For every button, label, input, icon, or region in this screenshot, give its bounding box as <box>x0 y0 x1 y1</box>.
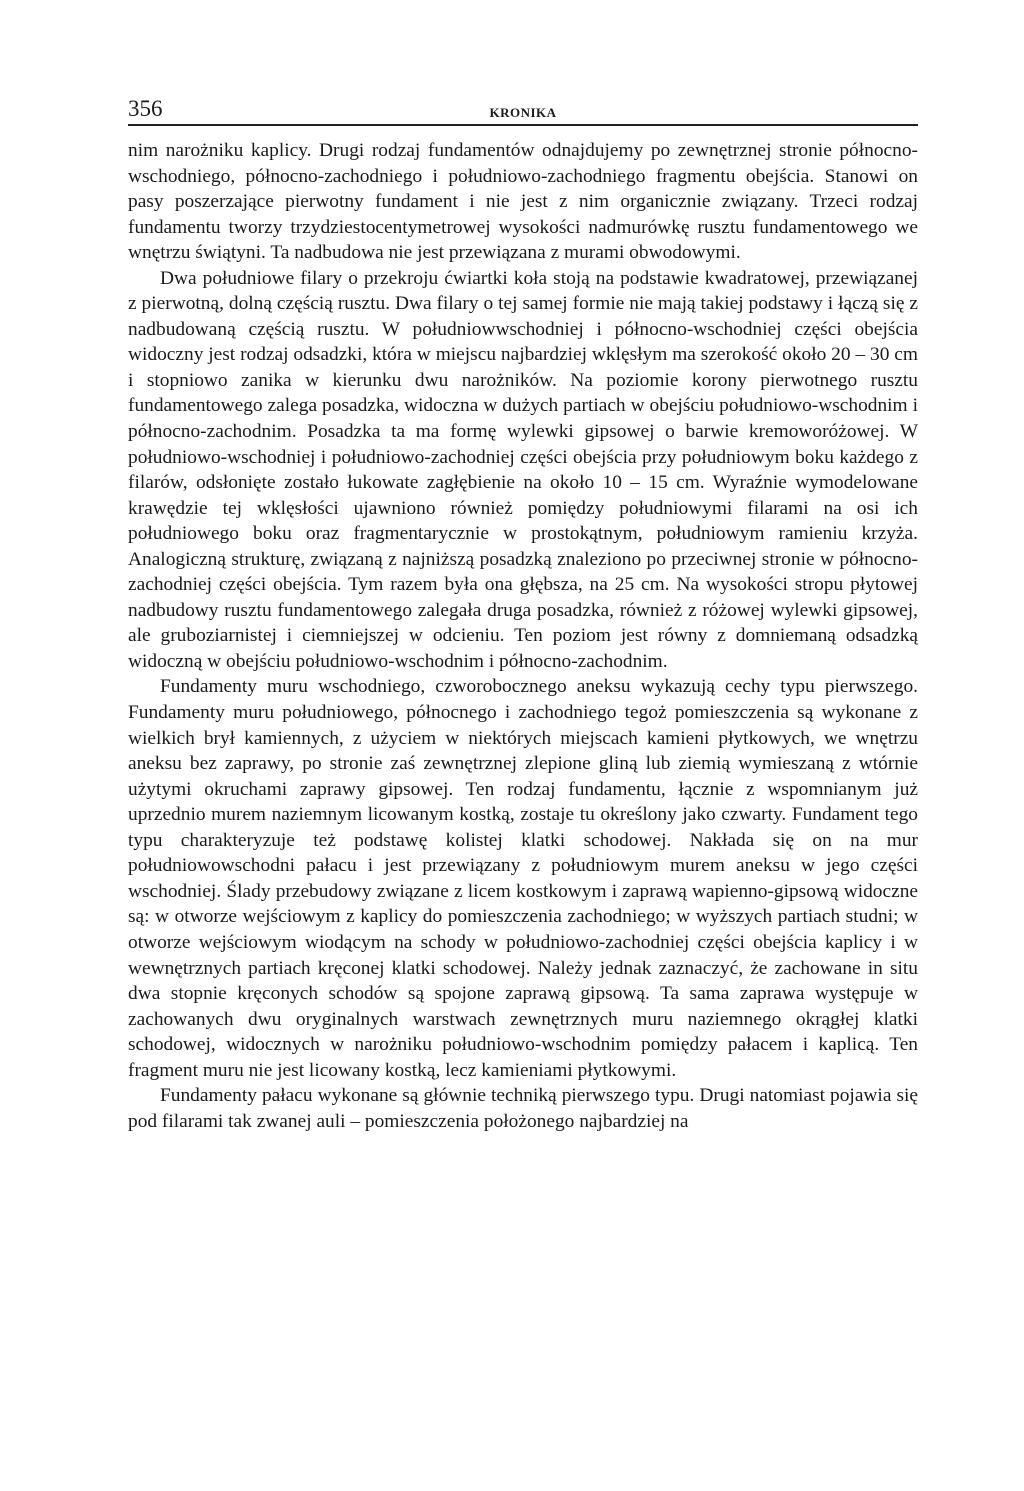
paragraph: Fundamenty muru wschodniego, czworobocznego aneksu wykazują cechy typu pierwszego. Fundamenty muru południowego, północnego i zachodniego tegoż pomieszczenia są wykonane z wielkich brył kamiennych, z użyciem w niektórych miejscach kamieni płytkowych, we wnętrzu aneksu bez zaprawy, po stronie zaś zewnętrznej zlepione gliną lub ziemią wymieszaną z wtórnie użytymi okruchami zaprawy gipsowej. Ten rodzaj fundamentu, łącznie z wspomnianym już uprzednio murem naziemnym licowanym kostką, zostaje tu określony jako czwarty. Fundament tego typu charakteryzuje też podstawę kolistej klatki schodowej. Nakłada się on na mur południowowschodni pałacu i jest przewiązany z południowym murem aneksu w jego części wschodniej. Ślady przebudowy związane z licem kostkowym i zaprawą wapienno-gipsową widoczne są: w otworze wejściowym z kaplicy do pomieszczenia zachodniego; w wyższych partiach studni; w otworze wejściowym wiodącym na schody w południowo-zachodniej części obejścia kaplicy i w wewnętrznych partiach kręconej klatki schodowej. Należy jednak zaznaczyć, że zachowane in situ dwa stopnie kręconych schodów są spojone zaprawą gipsową. Ta sama zaprawa występuje w zachowanych dwu oryginalnych warstwach zewnętrznych muru naziemnego okrągłej klatki schodowej, widocznych w narożniku południowo-wschodnim pomiędzy pałacem i kaplicą. Ten fragment muru nie jest licowany kostką, lecz kamieniami płytkowymi. <box>128 676 918 1081</box>
running-title: KRONIKA <box>489 105 557 120</box>
paragraph: Fundamenty pałacu wykonane są głównie techniką pierwszego typu. Drugi natomiast pojawia się pod filarami tak zwanej auli – pomieszczenia położonego najbardziej na <box>128 1085 918 1132</box>
running-head <box>128 96 918 126</box>
paragraph: Dwa południowe filary o przekroju ćwiartki koła stoją na podstawie kwadratowej, przewiązanej z pierwotną, dolną częścią rusztu. Dwa filary o tej samej formie nie mają takiej podstawy i łączą się z nadbudowaną częścią rusztu. W południowwschodniej i północno-wschodniej części obejścia widoczny jest rodzaj odsadzki, która w miejscu najbardziej wklęsłym ma szerokość około 20 – 30 cm i stopniowo zanika w kierunku dwu narożników. Na poziomie korony pierwotnego rusztu fundamentowego zalega posadzka, widoczna w dużych partiach w obejściu południowo-wschodnim i północno-zachodnim. Posadzka ta ma formę wylewki gipsowej o barwie kremoworóżowej. W południowo-wschodniej i południowo-zachodniej części obejścia przy południowym boku każdego z filarów, odsłonięte zostało łukowate zagłębienie na około 10 – 15 cm. Wyraźnie wymodelowane krawędzie tej wklęsłości ujawniono również pomiędzy południowymi filarami na osi ich południowego boku oraz fragmentarycznie w prostokątnym, południowym ramieniu krzyża. Analogiczną strukturę, związaną z najniższą posadzką znaleziono po przeciwnej stronie w północno-zachodniej części obejścia. Tym razem była ona głębsza, na 25 cm. Na wysokości stropu płytowej nadbudowy rusztu fundamentowego zalegała druga posadzka, również z różowej wylewki gipsowej, ale gruboziarnistej i ciemniejszej w odcieniu. Ten poziom jest równy z domniemaną odsadzką widoczną w obejściu południowo-wschodnim i północno-zachodnim. <box>128 267 918 672</box>
paragraph: nim narożniku kaplicy. Drugi rodzaj fundamentów odnajdujemy po zewnętrznej stronie północno-wschodniego, północno-zachodniego i południowo-zachodniego fragmentu obejścia. Stanowi on pasy poszerzające pierwotny fundament i nie jest z nim organicznie związany. Trzeci rodzaj fundamentu tworzy trzydziestocentymetrowej wysokości nadmurówkę rusztu fundamentowego we wnętrzu świątyni. Ta nadbudowa nie jest przewiązana z murami obwodowymi. <box>128 140 918 264</box>
body-text <box>128 138 918 1134</box>
page-number: 356 <box>128 96 163 121</box>
